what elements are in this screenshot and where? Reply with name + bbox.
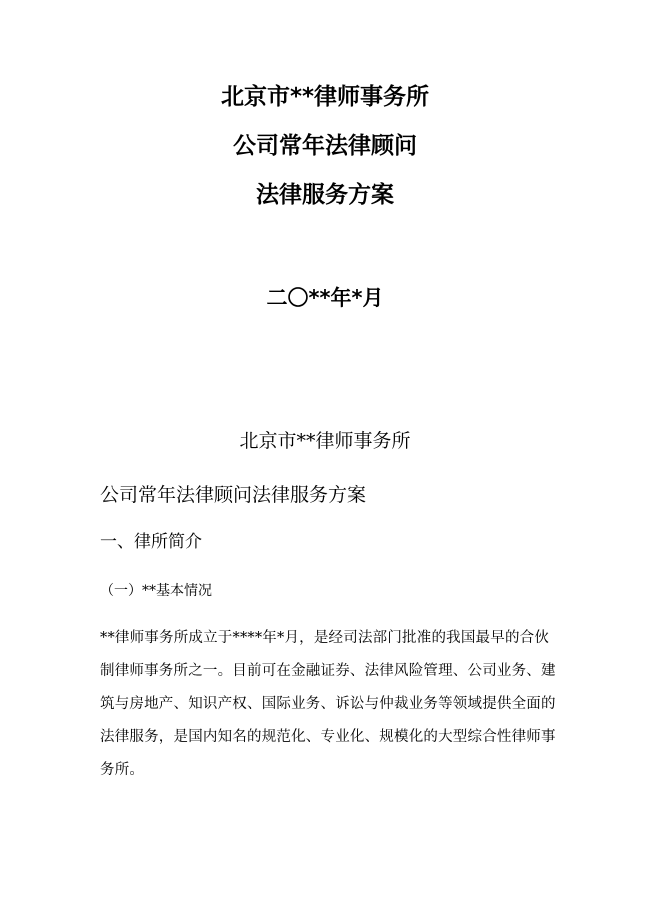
document-title: 北京市**律师事务所 — [239, 430, 411, 452]
cover-title-line-2: 公司常年法律顾问 — [233, 133, 417, 159]
intro-paragraph — [100, 622, 555, 787]
section-heading: 一、律所简介 — [100, 532, 202, 552]
cover-title-line-1: 北京市**律师事务所 — [220, 84, 430, 110]
paragraph-line: 法律服务，是国内知名的规范化、专业化、规模化的大型综合性律师事 — [100, 729, 556, 745]
cover-title-line-3: 法律服务方案 — [256, 182, 394, 208]
document-subtitle: 公司常年法律顾问法律服务方案 — [100, 484, 367, 506]
paragraph-line: 筑与房地产、知识产权、国际业务、诉讼与仲裁业务等领域提供全面的 — [100, 696, 556, 712]
subsection-heading: （一）**基本情况 — [100, 583, 212, 599]
cover-date: 二〇**年*月 — [266, 286, 384, 310]
paragraph-line: 制律师事务所之一。目前可在金融证券、法律风险管理、公司业务、建 — [100, 663, 556, 679]
paragraph-line: 务所。 — [100, 762, 145, 778]
paragraph-line: **律师事务所成立于****年*月，是经司法部门批准的我国最早的合伙 — [100, 630, 550, 646]
